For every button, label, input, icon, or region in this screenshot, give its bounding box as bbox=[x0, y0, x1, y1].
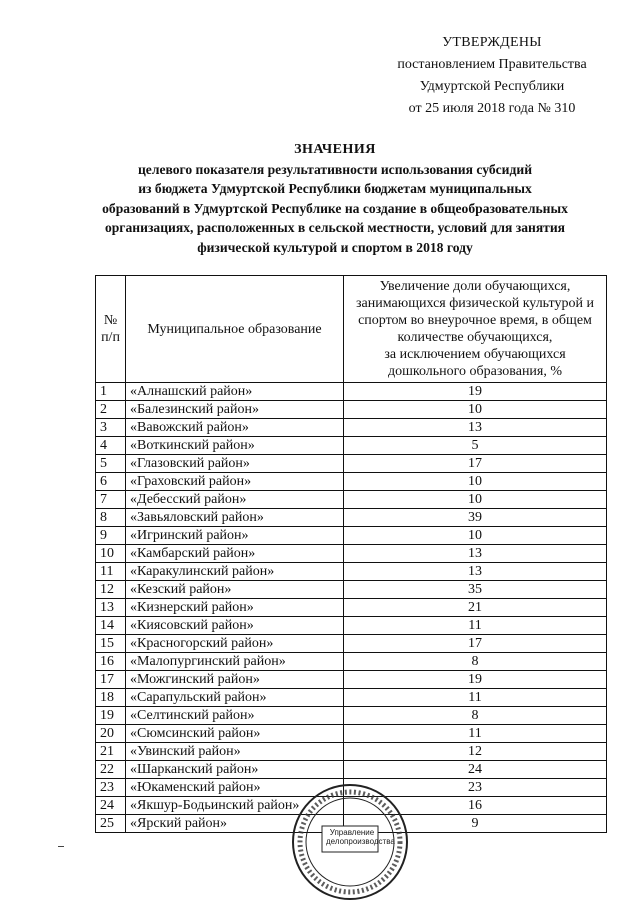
table-row bbox=[96, 761, 607, 779]
table-header-row bbox=[96, 276, 607, 383]
row-value: 11 bbox=[344, 689, 607, 707]
row-municipality: «Увинский район» bbox=[126, 743, 344, 761]
row-value: 19 bbox=[344, 671, 607, 689]
row-number: 1 bbox=[96, 383, 126, 401]
table-row bbox=[96, 599, 607, 617]
header-num bbox=[96, 276, 126, 383]
row-value: 16 bbox=[344, 797, 607, 815]
row-number: 17 bbox=[96, 671, 126, 689]
row-municipality: «Можгинский район» bbox=[126, 671, 344, 689]
row-municipality: «Вавожский район» bbox=[126, 419, 344, 437]
approval-block bbox=[392, 32, 592, 120]
row-value: 10 bbox=[344, 473, 607, 491]
approval-line-3: от 25 июля 2018 года № 310 bbox=[408, 101, 576, 116]
row-number: 9 bbox=[96, 527, 126, 545]
document-title bbox=[80, 140, 590, 258]
approval-line-1: постановлением Правительства bbox=[397, 57, 587, 72]
table-row bbox=[96, 527, 607, 545]
row-value: 9 bbox=[344, 815, 607, 833]
row-number: 12 bbox=[96, 581, 126, 599]
row-value: 10 bbox=[344, 491, 607, 509]
row-value: 11 bbox=[344, 617, 607, 635]
row-municipality: «Селтинский район» bbox=[126, 707, 344, 725]
table-row bbox=[96, 545, 607, 563]
table-row bbox=[96, 455, 607, 473]
row-value: 13 bbox=[344, 545, 607, 563]
row-value: 23 bbox=[344, 779, 607, 797]
row-municipality: «Ярский район» bbox=[126, 815, 344, 833]
table-row bbox=[96, 581, 607, 599]
title-line-3: образований в Удмуртской Республике на создание в общеобразовательных bbox=[102, 200, 568, 216]
row-number: 19 bbox=[96, 707, 126, 725]
table-row bbox=[96, 689, 607, 707]
row-municipality: «Воткинский район» bbox=[126, 437, 344, 455]
table-row bbox=[96, 653, 607, 671]
row-municipality: «Каракулинский район» bbox=[126, 563, 344, 581]
approval-heading: УТВЕРЖДЕНЫ bbox=[442, 35, 542, 50]
table-row bbox=[96, 419, 607, 437]
title-line-5: физической культурой и спортом в 2018 году bbox=[197, 239, 473, 255]
row-number: 10 bbox=[96, 545, 126, 563]
stamp-line-2: делопроизводства bbox=[326, 837, 395, 846]
row-municipality: «Дебесский район» bbox=[126, 491, 344, 509]
table-row bbox=[96, 617, 607, 635]
row-number: 14 bbox=[96, 617, 126, 635]
table-row bbox=[96, 725, 607, 743]
row-value: 12 bbox=[344, 743, 607, 761]
row-number: 8 bbox=[96, 509, 126, 527]
row-municipality: «Алнашский район» bbox=[126, 383, 344, 401]
row-value: 10 bbox=[344, 401, 607, 419]
row-municipality: «Граховский район» bbox=[126, 473, 344, 491]
row-value: 21 bbox=[344, 599, 607, 617]
row-municipality: «Камбарский район» bbox=[126, 545, 344, 563]
row-number: 11 bbox=[96, 563, 126, 581]
stamp-label bbox=[326, 828, 395, 846]
table-row bbox=[96, 743, 607, 761]
row-municipality: «Киясовский район» bbox=[126, 617, 344, 635]
row-municipality: «Балезинский район» bbox=[126, 401, 344, 419]
table-row bbox=[96, 509, 607, 527]
title-main: ЗНАЧЕНИЯ bbox=[294, 142, 376, 157]
row-value: 19 bbox=[344, 383, 607, 401]
table-row bbox=[96, 707, 607, 725]
table-row bbox=[96, 437, 607, 455]
table-row bbox=[96, 383, 607, 401]
row-number: 6 bbox=[96, 473, 126, 491]
title-line-4: организациях, расположенных в сельской местности, условий для занятия bbox=[104, 220, 566, 236]
header-value-line-6: дошкольного образования, % bbox=[387, 364, 563, 379]
row-value: 17 bbox=[344, 455, 607, 473]
table-body bbox=[96, 383, 607, 833]
table-row bbox=[96, 473, 607, 491]
row-municipality: «Игринский район» bbox=[126, 527, 344, 545]
row-value: 8 bbox=[344, 707, 607, 725]
row-municipality: «Кизнерский район» bbox=[126, 599, 344, 617]
header-num-line-1: № bbox=[103, 313, 118, 328]
row-number: 25 bbox=[96, 815, 126, 833]
row-municipality: «Красногорский район» bbox=[126, 635, 344, 653]
row-number: 4 bbox=[96, 437, 126, 455]
values-table bbox=[95, 275, 607, 833]
row-value: 24 bbox=[344, 761, 607, 779]
header-num-line-2: п/п bbox=[101, 330, 120, 345]
table-row bbox=[96, 401, 607, 419]
row-number: 20 bbox=[96, 725, 126, 743]
row-value: 35 bbox=[344, 581, 607, 599]
row-number: 13 bbox=[96, 599, 126, 617]
row-municipality: «Шарканский район» bbox=[126, 761, 344, 779]
row-municipality: «Глазовский район» bbox=[126, 455, 344, 473]
approval-line-2: Удмуртской Республики bbox=[419, 79, 565, 94]
header-value-line-5: за исключением обучающихся bbox=[384, 347, 566, 362]
row-number: 22 bbox=[96, 761, 126, 779]
row-municipality: «Сюмсинский район» bbox=[126, 725, 344, 743]
table-row bbox=[96, 491, 607, 509]
title-line-2: из бюджета Удмуртской Республики бюджетам муниципальных bbox=[138, 181, 532, 197]
row-municipality: «Сарапульский район» bbox=[126, 689, 344, 707]
row-number: 18 bbox=[96, 689, 126, 707]
row-value: 11 bbox=[344, 725, 607, 743]
row-number: 7 bbox=[96, 491, 126, 509]
row-number: 5 bbox=[96, 455, 126, 473]
row-value: 13 bbox=[344, 419, 607, 437]
header-value-line-1: Увеличение доли обучающихся, bbox=[379, 279, 571, 294]
header-municipality: Муниципальное образование bbox=[126, 276, 344, 383]
row-number: 23 bbox=[96, 779, 126, 797]
row-number: 2 bbox=[96, 401, 126, 419]
row-value: 5 bbox=[344, 437, 607, 455]
row-number: 21 bbox=[96, 743, 126, 761]
table-row bbox=[96, 671, 607, 689]
row-municipality: «Малопургинский район» bbox=[126, 653, 344, 671]
margin-mark bbox=[58, 846, 64, 847]
row-number: 15 bbox=[96, 635, 126, 653]
row-number: 3 bbox=[96, 419, 126, 437]
row-value: 39 bbox=[344, 509, 607, 527]
row-municipality: «Якшур-Бодьинский район» bbox=[126, 797, 344, 815]
row-municipality: «Кезский район» bbox=[126, 581, 344, 599]
row-value: 8 bbox=[344, 653, 607, 671]
row-value: 10 bbox=[344, 527, 607, 545]
row-number: 24 bbox=[96, 797, 126, 815]
table-row bbox=[96, 563, 607, 581]
row-value: 13 bbox=[344, 563, 607, 581]
header-value-line-4: количестве обучающихся, bbox=[397, 330, 553, 345]
row-value: 17 bbox=[344, 635, 607, 653]
header-value-line-2: занимающихся физической культурой и bbox=[356, 296, 594, 311]
row-number: 16 bbox=[96, 653, 126, 671]
row-municipality: «Завьяловский район» bbox=[126, 509, 344, 527]
header-value-line-3: спортом во внеурочное время, в общем bbox=[358, 313, 592, 328]
row-municipality: «Юкаменский район» bbox=[126, 779, 344, 797]
stamp-line-1: Управление bbox=[329, 828, 375, 837]
table-row bbox=[96, 635, 607, 653]
header-value bbox=[344, 276, 607, 383]
title-line-1: целевого показателя результативности использования субсидий bbox=[137, 161, 533, 177]
